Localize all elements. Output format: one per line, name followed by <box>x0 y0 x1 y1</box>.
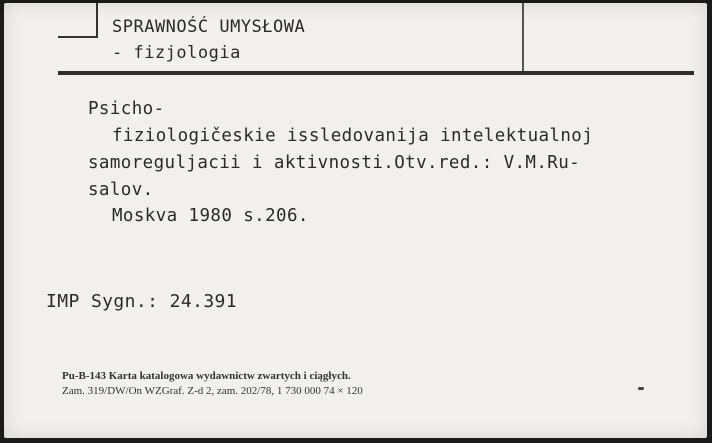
heading-stub-divider <box>96 3 98 38</box>
entry-line: samoreguljacii i aktivnosti.Otv.red.: V.M.Ru- <box>88 153 581 173</box>
heading-stub-line <box>58 36 98 38</box>
entry-line: salov. <box>88 180 154 200</box>
header-right-divider <box>522 3 524 73</box>
form-footer-line: Zam. 319/DW/On WZGraf. Z-d 2, zam. 202/78, 1 730 000 74 × 120 <box>62 385 363 397</box>
ink-mark <box>638 387 644 390</box>
subject-heading: SPRAWNOŚĆ UMYSŁOWA <box>112 17 306 37</box>
entry-line: fiziologičeskie issledovanija intelektualnoj <box>112 126 594 146</box>
header-rule <box>58 71 694 75</box>
call-number: IMP Sygn.: 24.391 <box>46 291 238 312</box>
catalog-card <box>4 3 707 438</box>
subject-subheading: - fizjologia <box>112 43 241 63</box>
entry-line: Moskva 1980 s.206. <box>112 206 309 226</box>
entry-line: Psicho- <box>88 99 165 119</box>
form-footer-line: Pu-B-143 Karta katalogowa wydawnictw zwartych i ciągłych. <box>62 370 351 382</box>
